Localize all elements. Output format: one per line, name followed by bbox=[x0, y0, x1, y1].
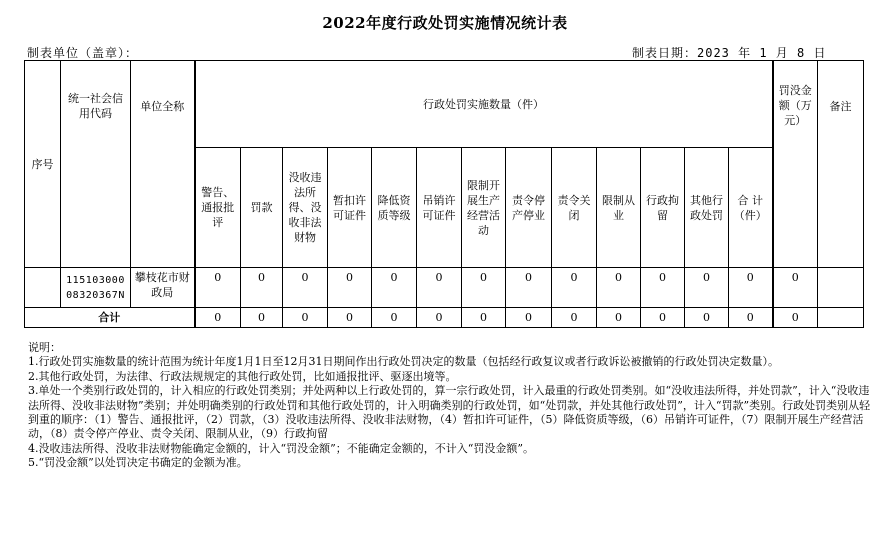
total-value: 0 bbox=[552, 308, 597, 328]
total-value: 0 bbox=[283, 308, 328, 328]
row-seq bbox=[25, 268, 61, 308]
total-value: 0 bbox=[241, 308, 283, 328]
date-label: 制表日期：2023 年 1 月 8 日 bbox=[632, 46, 827, 60]
row-value: 0 bbox=[372, 268, 417, 308]
header-confiscation: 没收违法所得、没收非法财物 bbox=[283, 148, 328, 268]
header-row-1 bbox=[25, 61, 864, 148]
total-fine: 0 bbox=[773, 308, 818, 328]
notes-section bbox=[28, 341, 878, 471]
total-value: 0 bbox=[506, 308, 552, 328]
header-business-restriction: 限制开展生产经营活动 bbox=[462, 148, 506, 268]
note-item: 3.单处一个类别行政处罚的，计入相应的行政处罚类别；并处两种以上行政处罚的，算一宗行政处罚，计入最重的行政处罚类别。如“没收违法所得，并处罚款”，计入“没收违法所得、没收非法财物”类别；并处明确类别的行政处罚和其他行政处罚的，计入明确类别的行政处罚，如“处罚款，并处其他行政处罚”，计入“罚款”类别。行政处罚类别从轻到重的顺序：（1）警告、通报批评，（2）罚款，（3）没收违法所得、没收非法财物，（4）暂扣许可证件，（5）降低资质等级，（6）吊销许可证件，（7）限制开展生产经营活动，（8）责令停产停业、责令关闭、限制从业，（9）行政拘留 bbox=[28, 384, 871, 441]
row-unit-name: 攀枝花市财政局 bbox=[131, 268, 195, 308]
notes-heading: 说明： bbox=[28, 341, 61, 354]
total-value: 0 bbox=[641, 308, 685, 328]
total-value: 0 bbox=[462, 308, 506, 328]
header-seq: 序号 bbox=[25, 61, 61, 268]
row-value: 0 bbox=[641, 268, 685, 308]
header-credit-code: 统一社会信用代码 bbox=[61, 61, 131, 268]
total-value: 0 bbox=[328, 308, 372, 328]
row-value: 0 bbox=[462, 268, 506, 308]
total-remark bbox=[818, 308, 864, 328]
table-row bbox=[25, 268, 864, 308]
header-penalty-count-group: 行政处罚实施数量（件） bbox=[195, 61, 773, 148]
total-row bbox=[25, 308, 864, 328]
row-value: 0 bbox=[552, 268, 597, 308]
row-value: 0 bbox=[241, 268, 283, 308]
note-item: 5.“罚没金额”以处罚决定书确定的金额为准。 bbox=[28, 456, 248, 470]
header-suspend-production: 责令停产停业 bbox=[506, 148, 552, 268]
total-value: 0 bbox=[372, 308, 417, 328]
statistics-table bbox=[24, 60, 864, 328]
header-total-count: 合 计（件） bbox=[729, 148, 773, 268]
total-label: 合计 bbox=[25, 308, 195, 328]
header-unit-name: 单位全称 bbox=[131, 61, 195, 268]
total-value: 0 bbox=[685, 308, 729, 328]
header-detention: 行政拘留 bbox=[641, 148, 685, 268]
header-order-closure: 责令关闭 bbox=[552, 148, 597, 268]
total-value: 0 bbox=[417, 308, 462, 328]
report-title: 2022年度行政处罚实施情况统计表 bbox=[322, 14, 568, 32]
row-value: 0 bbox=[195, 268, 241, 308]
row-value: 0 bbox=[283, 268, 328, 308]
row-value: 0 bbox=[597, 268, 641, 308]
row-fine: 0 bbox=[773, 268, 818, 308]
header-fine: 罚款 bbox=[241, 148, 283, 268]
unit-label: 制表单位（盖章）： bbox=[27, 46, 139, 60]
row-value: 0 bbox=[685, 268, 729, 308]
row-value: 0 bbox=[417, 268, 462, 308]
note-item: 4.没收违法所得、没收非法财物能确定金额的，计入“罚没金额”；不能确定金额的，不计入“罚没金额”。 bbox=[28, 441, 534, 455]
header-qualification-downgrade: 降低资质等级 bbox=[372, 148, 417, 268]
total-value: 0 bbox=[597, 308, 641, 328]
total-value: 0 bbox=[195, 308, 241, 328]
row-remark bbox=[818, 268, 864, 308]
header-other-penalty: 其他行政处罚 bbox=[685, 148, 729, 268]
row-value: 0 bbox=[506, 268, 552, 308]
row-credit-code: 115103000 08320367N bbox=[61, 268, 131, 308]
header-remark: 备注 bbox=[818, 61, 864, 268]
header-employment-restriction: 限制从业 bbox=[597, 148, 641, 268]
row-value: 0 bbox=[328, 268, 372, 308]
note-item: 2.其他行政处罚，为法律、行政法规规定的其他行政处罚，比如通报批评、驱逐出境等。 bbox=[28, 369, 457, 383]
header-warning: 警告、通报批评 bbox=[195, 148, 241, 268]
header-license-revocation: 吊销许可证件 bbox=[417, 148, 462, 268]
header-fine-amount: 罚没金额（万元） bbox=[773, 61, 818, 268]
row-value: 0 bbox=[729, 268, 773, 308]
total-value: 0 bbox=[729, 308, 773, 328]
note-item: 1.行政处罚实施数量的统计范围为统计年度1月1日至12月31日期间作出行政处罚决定的数量（包括经行政复议或者行政诉讼被撤销的行政处罚决定数量）。 bbox=[28, 355, 779, 369]
header-license-suspension: 暂扣许可证件 bbox=[328, 148, 372, 268]
